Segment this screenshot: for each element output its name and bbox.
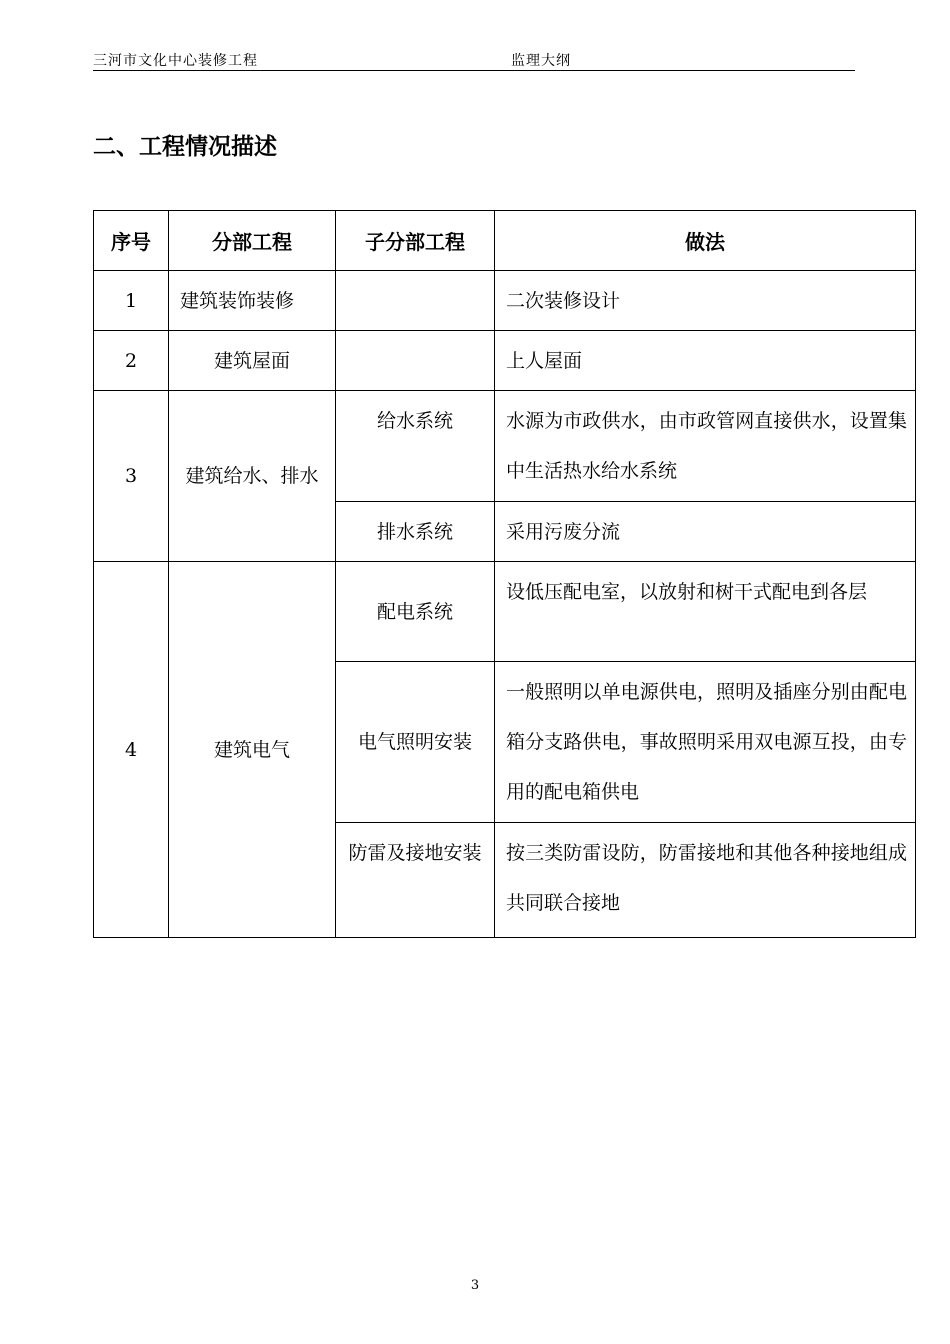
cell-subdivision: 排水系统 bbox=[336, 502, 495, 562]
cell-method: 二次装修设计 bbox=[495, 271, 916, 331]
header-document-name: 监理大纲 bbox=[511, 53, 571, 69]
cell-subdivision: 给水系统 bbox=[336, 391, 495, 502]
cell-method: 设低压配电室，以放射和树干式配电到各层 bbox=[495, 562, 916, 662]
header-cell-subdivision: 子分部工程 bbox=[336, 211, 495, 271]
header-project-name: 三河市文化中心装修工程 bbox=[93, 53, 258, 69]
cell-method: 水源为市政供水，由市政管网直接供水，设置集中生活热水给水系统 bbox=[495, 391, 916, 502]
cell-method: 上人屋面 bbox=[495, 331, 916, 391]
cell-division: 建筑屋面 bbox=[169, 331, 336, 391]
header-cell-no: 序号 bbox=[94, 211, 169, 271]
cell-method: 采用污废分流 bbox=[495, 502, 916, 562]
cell-no: 1 bbox=[94, 271, 169, 331]
cell-no: 2 bbox=[94, 331, 169, 391]
table-row bbox=[94, 331, 916, 391]
table-header-row bbox=[94, 211, 916, 271]
page-header bbox=[93, 50, 855, 71]
cell-method: 一般照明以单电源供电，照明及插座分别由配电箱分支路供电，事故照明采用双电源互投，由专用的配电箱供电 bbox=[495, 662, 916, 823]
header-cell-division: 分部工程 bbox=[169, 211, 336, 271]
cell-subdivision: 防雷及接地安装 bbox=[336, 823, 495, 938]
page-number: 3 bbox=[470, 1278, 480, 1293]
section-title: 二、工程情况描述 bbox=[93, 134, 277, 160]
cell-method: 按三类防雷设防，防雷接地和其他各种接地组成共同联合接地 bbox=[495, 823, 916, 938]
cell-no: 3 bbox=[94, 391, 169, 562]
cell-division: 建筑装饰装修 bbox=[169, 271, 336, 331]
cell-subdivision bbox=[336, 331, 495, 391]
cell-no: 4 bbox=[94, 562, 169, 938]
table-row bbox=[94, 562, 916, 662]
cell-subdivision: 电气照明安装 bbox=[336, 662, 495, 823]
table-row bbox=[94, 271, 916, 331]
project-works-table bbox=[93, 210, 916, 938]
cell-subdivision: 配电系统 bbox=[336, 562, 495, 662]
cell-subdivision bbox=[336, 271, 495, 331]
header-cell-method: 做法 bbox=[495, 211, 916, 271]
table-row bbox=[94, 391, 916, 502]
cell-division: 建筑给水、排水 bbox=[169, 391, 336, 562]
cell-division: 建筑电气 bbox=[169, 562, 336, 938]
